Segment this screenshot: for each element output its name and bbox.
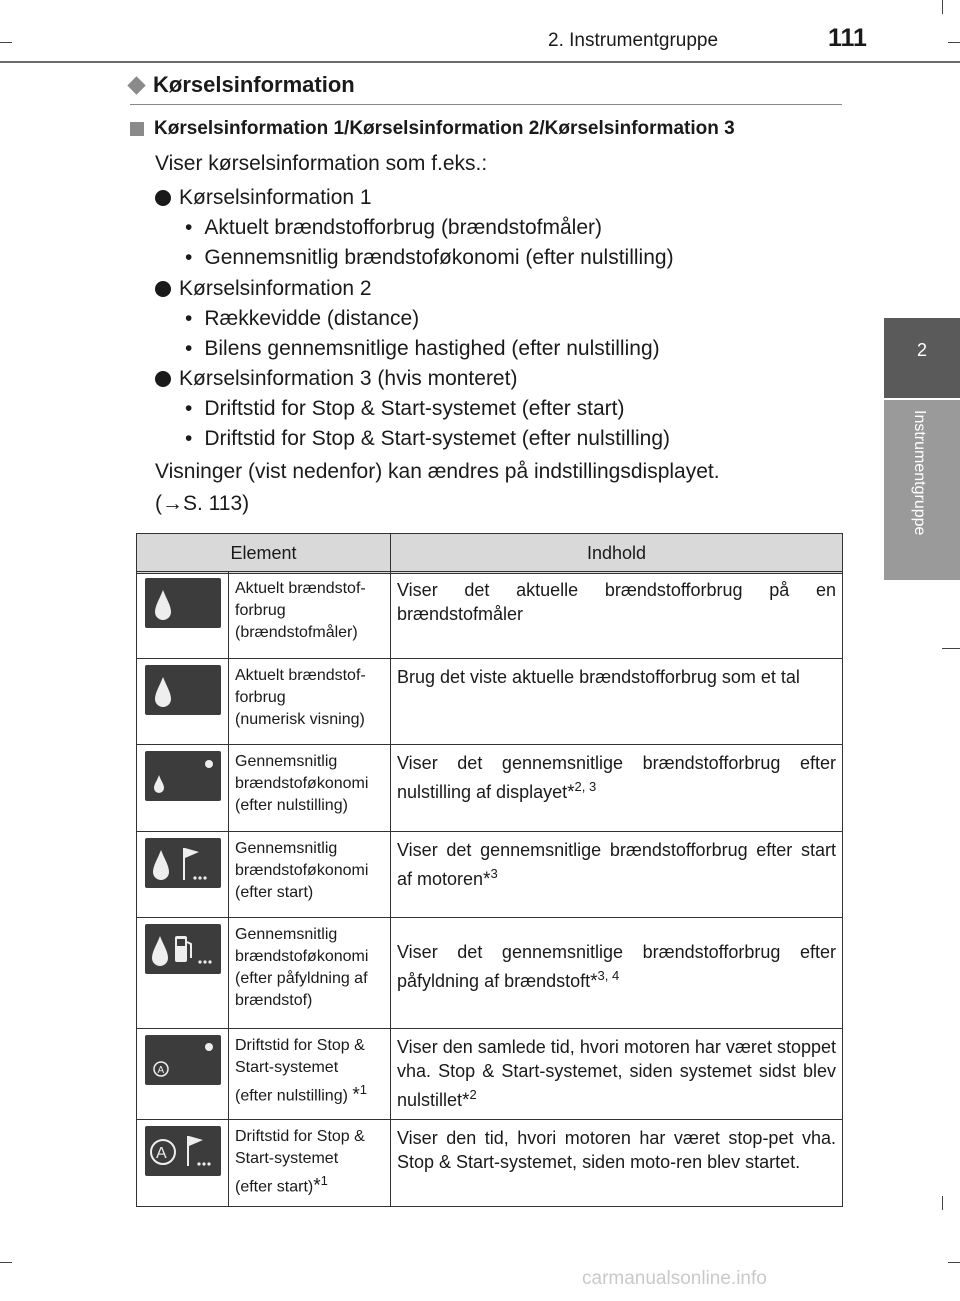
chapter-tab-number: 2 xyxy=(916,340,927,360)
crop-mark xyxy=(948,42,960,43)
icon-cell xyxy=(137,832,229,918)
element-name: Aktuelt brændstof- forbrug (brændstofmåler) xyxy=(229,572,391,659)
crop-mark xyxy=(942,648,960,649)
element-description: Viser det gennemsnitlige brændstofforbrug efter påfyldning af brændstoft*$^{3, 4}$ xyxy=(391,918,843,1029)
page-reference[interactable] xyxy=(155,488,249,520)
bullet-icon: • xyxy=(185,337,193,360)
element-name: Driftstid for Stop & Start-systemet (efter start)*$^1$ xyxy=(229,1120,391,1207)
info-group-3 xyxy=(155,364,670,454)
paren-close: ) xyxy=(242,492,250,515)
watermark: carmanualsonline.info xyxy=(582,1268,767,1289)
element-description: Viser den samlede tid, hvori motoren har været stoppet vha. Stop & Start-systemet, siden systemet sidst blev nulstillet*$^2$ xyxy=(391,1029,843,1120)
dot-bullet-icon xyxy=(155,371,171,387)
group-item: Gennemsnitlig brændstoføkonomi (efter nulstilling) xyxy=(204,246,674,269)
table-row xyxy=(137,918,843,1029)
icon-cell xyxy=(137,659,229,745)
table-row xyxy=(137,832,843,918)
element-name: Driftstid for Stop & Start-systemet (efter nulstilling) *$^1$ xyxy=(229,1029,391,1120)
crop-mark xyxy=(942,0,943,14)
header-element: Element xyxy=(137,534,391,574)
diamond-icon xyxy=(127,76,145,94)
icon-cell xyxy=(137,572,229,659)
subsection-title xyxy=(130,118,735,140)
fuel-drop-icon xyxy=(145,665,221,715)
table-row xyxy=(137,1120,843,1207)
icon-cell xyxy=(137,1029,229,1120)
intro-text: Viser kørselsinformation som f.eks.: xyxy=(155,152,488,175)
bullet-icon: • xyxy=(185,246,193,269)
table-row xyxy=(137,659,843,745)
page-number: 111 xyxy=(828,24,867,52)
stop-start-reset-icon xyxy=(145,1035,221,1085)
stop-start-flag-icon xyxy=(145,1126,221,1176)
element-description: Viser det aktuelle brændstofforbrug på en brændstofmåler xyxy=(391,572,843,659)
arrow-icon: → xyxy=(162,492,183,515)
bullet-icon: • xyxy=(185,216,193,239)
element-name: Gennemsnitlig brændstoføkonomi (efter nulstilling) xyxy=(229,745,391,832)
element-name: Gennemsnitlig brændstoføkonomi (efter påfyldning af brændstof) xyxy=(229,918,391,1029)
dot-bullet-icon xyxy=(155,281,171,297)
display-items-table-body xyxy=(136,571,843,1207)
bullet-icon: • xyxy=(185,397,193,420)
icon-cell xyxy=(137,918,229,1029)
page-reference-text: S. 113 xyxy=(183,492,243,515)
element-description: Brug det viste aktuelle brændstofforbrug som et tal xyxy=(391,659,843,745)
display-change-paragraph: Visninger (vist nedenfor) kan ændres på indstillingsdisplayet. xyxy=(155,460,720,483)
crop-mark xyxy=(0,42,12,43)
group-item: Rækkevidde (distance) xyxy=(204,307,420,330)
chapter-tab[interactable] xyxy=(884,318,960,398)
bullet-icon: • xyxy=(185,427,193,450)
group-title: Kørselsinformation 1 xyxy=(179,186,372,209)
info-group-2 xyxy=(155,274,660,364)
header-rule xyxy=(0,61,960,63)
element-description: Viser det gennemsnitlige brændstofforbrug efter nulstilling af displayet*$^{2, 3}$ xyxy=(391,745,843,832)
table-row xyxy=(137,572,843,659)
element-name: Aktuelt brændstof- forbrug (numerisk visning) xyxy=(229,659,391,745)
section-rule xyxy=(130,104,842,105)
table-header-row xyxy=(137,534,843,574)
element-description: Viser det gennemsnitlige brændstofforbrug efter start af motoren*$^3$ xyxy=(391,832,843,918)
table-row xyxy=(137,1029,843,1120)
icon-cell xyxy=(137,745,229,832)
crop-mark xyxy=(0,1262,12,1263)
group-title: Kørselsinformation 2 xyxy=(179,277,372,300)
subsection-title-text: Kørselsinformation 1/Kørselsinformation 2/Kørselsinformation 3 xyxy=(154,118,735,139)
group-item: Driftstid for Stop & Start-systemet (efter start) xyxy=(204,397,625,420)
svg-text:A: A xyxy=(155,1145,167,1162)
svg-text:A: A xyxy=(157,1065,164,1076)
chapter-tab-label-box xyxy=(884,400,960,580)
element-name: Gennemsnitlig brændstoføkonomi (efter start) xyxy=(229,832,391,918)
table-row xyxy=(137,745,843,832)
bullet-icon: • xyxy=(185,307,193,330)
crop-mark xyxy=(942,1196,943,1210)
paren-open: ( xyxy=(155,492,162,515)
fuel-drop-icon xyxy=(145,578,221,628)
icon-cell xyxy=(137,1120,229,1207)
header-content: Indhold xyxy=(391,534,843,574)
fuel-drop-reset-icon xyxy=(145,751,221,801)
section-title-text: Kørselsinformation xyxy=(153,72,355,97)
display-items-table xyxy=(136,533,843,574)
group-item: Aktuelt brændstofforbrug (brændstofmåler) xyxy=(204,216,602,239)
section-title xyxy=(130,72,355,98)
chapter-tab-label: Instrumentgruppe xyxy=(911,410,928,536)
group-item: Driftstid for Stop & Start-systemet (efter nulstilling) xyxy=(204,427,670,450)
fuel-drop-pump-icon xyxy=(145,924,221,974)
group-item: Bilens gennemsnitlige hastighed (efter nulstilling) xyxy=(204,337,660,360)
fuel-drop-flag-icon xyxy=(145,838,221,888)
square-bullet-icon xyxy=(130,122,144,136)
dot-bullet-icon xyxy=(155,190,171,206)
group-title: Kørselsinformation 3 (hvis monteret) xyxy=(179,367,518,390)
info-group-1 xyxy=(155,183,674,273)
crop-mark xyxy=(948,1262,960,1263)
element-description: Viser den tid, hvori motoren har været stop-pet vha. Stop & Start-systemet, siden moto-ren blev startet. xyxy=(391,1120,843,1207)
chapter-title: 2. Instrumentgruppe xyxy=(548,30,719,51)
